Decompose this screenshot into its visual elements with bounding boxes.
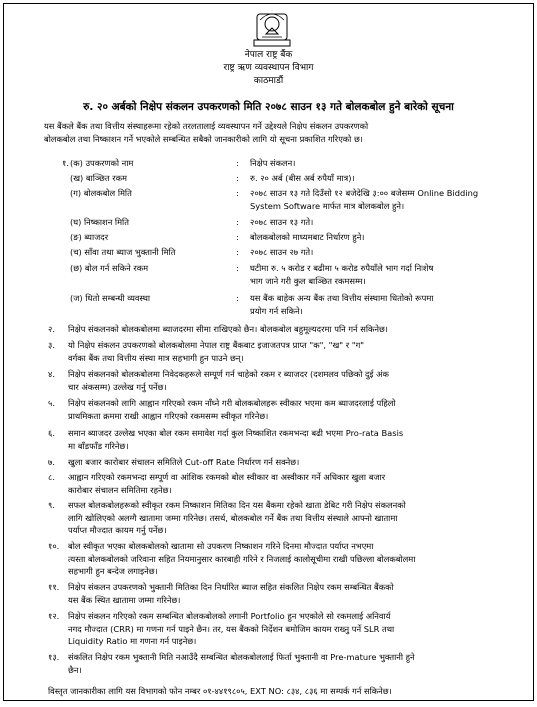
- item-line: संकलित निक्षेप रकम भुक्तानी मिति नआउँदै सम्बन्धित बोलकबोललाई फिर्ता भुक्तानी वा Pre-mature भुक्तानी हुने: [68, 652, 415, 662]
- section1-label: (ख) बाञ्छित रकम: [70, 173, 127, 183]
- item-text: [68, 368, 520, 393]
- notice-item: [4, 499, 533, 537]
- colon: :: [236, 173, 239, 183]
- value-line: प्रयोग गर्न सकिने।: [250, 305, 303, 316]
- contact-footer: विस्तृत जानकारीका लागि यस विभागको फोन नम्बर ०१-४४१९८०५, EXT NO: ८३४, ८३६ मा सम्पर्क गर्न सकिनेछ।: [48, 686, 392, 696]
- item-number: ५.: [48, 398, 55, 408]
- item-number: ६.: [48, 428, 55, 438]
- item-line: Liquidity Ratio मा गणना गर्न पाइनेछ।: [68, 636, 197, 646]
- section1-row: [4, 172, 533, 185]
- notice-item: [4, 651, 533, 677]
- item-number: ९.: [48, 500, 55, 510]
- item-text: [68, 397, 520, 422]
- item-line: वर्गका बैंक तथा वित्तीय संस्था मात्र सहभागी हुन पाउने छन्।: [68, 352, 244, 363]
- section1-row: [4, 231, 533, 244]
- item-line: निक्षेप संकलन गरिएको रकम सम्बन्धित बोलकबोलको लगानी Portfolio हुन भएकोले सो रकमलाई अनिवार्य: [68, 611, 391, 621]
- section1-value: [250, 216, 518, 229]
- section1-label: (ज) धितो सम्बन्धी व्यवस्था: [70, 293, 151, 303]
- item-number: १०.: [48, 541, 60, 551]
- item-line: छैन।: [68, 664, 82, 675]
- section1-value: [250, 187, 518, 212]
- item-line: समान ब्याजदर उल्लेख भएका बोल रकम समावेश गर्दा कुल निष्काशित रकमभन्दा बढी भएमा Pro-rata Basis: [68, 428, 404, 438]
- section1-row: [4, 262, 533, 288]
- value-line: रु. २० अर्ब (बीस अर्ब रुपैयाँ मात्र)।: [250, 173, 355, 183]
- section1-row: [4, 246, 533, 259]
- notice-item: [4, 323, 533, 336]
- section1-number: १.: [62, 158, 69, 168]
- department-name: राष्ट्र ऋण व्यवस्थापन विभाग: [223, 63, 314, 73]
- section1-row: [4, 157, 533, 170]
- item-line: निक्षेप संकलन उपकरणको भुक्तानी मितिका दिन निर्धारित ब्याज सहित संकलित निक्षेप रकम सम्बन्धित बैंकको: [68, 582, 394, 592]
- item-number: ४.: [48, 369, 55, 379]
- item-line: यो निक्षेप संकलन उपकरणको बोलकबोलमा नेपाल राष्ट्र बैंकबाट इजाजतपत्र प्राप्त "क", "ख" र "ग": [68, 340, 365, 350]
- section1-value: [250, 157, 518, 170]
- section1-label: (घ) निष्काशन मिति: [70, 217, 129, 227]
- notice-page: [3, 3, 534, 701]
- colon: :: [236, 247, 239, 257]
- section1-value: [250, 172, 518, 185]
- item-line: निक्षेप संकलनको बोलकबोलमा ब्याजदरमा सीमा राखिएको छैन। बोलकबोल बहुमूल्यदरमा पनि गर्न सकिनेछ।: [68, 324, 388, 334]
- item-line: खुला बजार कारोबार संचालन समितिले Cut-off Rate निर्धारण गर्न सक्नेछ।: [68, 457, 300, 467]
- item-line: त्यस्ता बोलकबोलको जरिवाना सहित नियमानुसार कारबाही गरिने र निजलाई कालोसूचीमा राखी पछिल्ला बोलकबोलमा: [68, 553, 416, 564]
- intro-paragraph: [44, 120, 514, 145]
- item-text: [68, 427, 520, 452]
- city-name: काठमाडौं: [253, 76, 284, 86]
- item-number: ११.: [48, 582, 60, 592]
- item-line: आह्वान गरिएको रकमभन्दा सम्पूर्ण वा आंशिक रकमको बोल स्वीकार वा अस्वीकार गर्ने अधिकार खुला बजार: [68, 472, 386, 482]
- colon: :: [236, 188, 239, 198]
- item-number: ८.: [48, 472, 55, 482]
- colon: :: [236, 158, 239, 168]
- item-text: [68, 471, 520, 496]
- item-line: लागि खोलिएको अलग्गै खातामा जम्मा गरिनेछ। तसर्थ, बोलकबोल गर्ने बैंक तथा वित्तीय संस्थाले आफ्नो खातामा: [68, 512, 398, 523]
- nrb-seal-logo: [252, 10, 292, 48]
- item-number: ३.: [48, 340, 55, 350]
- section1-row: [4, 187, 533, 213]
- item-line: चार अंकसम्म) उल्लेख गर्नु पर्नेछ।: [68, 381, 167, 392]
- item-line: निक्षेप संकलनको लागि आह्वान गरिएको रकम नाँघ्ने गरी बोलकबोलहरू स्वीकार भएमा कम ब्याजदरलाई पहिलो: [68, 398, 396, 408]
- item-text: [68, 339, 520, 364]
- org-name: नेपाल राष्ट्र बैंक: [244, 50, 293, 60]
- item-text: [68, 456, 520, 469]
- value-line: भाग जाने गरी कुल बाञ्छित रकमसम्म।: [250, 275, 366, 286]
- item-line: सफल बोलकबोलहरूको स्वीकृत रकम निष्काशन मितिका दिन यस बैंकमा रहेको खाता डेबिट गरी निक्षेप संकलनको: [68, 500, 406, 510]
- intro-line: बोलकबोल तथा निष्काशन गर्ने भएकोले सम्बन्धित सबैको जानकारीको लागि यो सूचना प्रकाशित गरिएको छ।: [44, 133, 363, 144]
- item-line: प्राथमिकता क्रममा राखी आह्वान गरिएको रकमसम्म स्वीकृत गरिनेछ।: [68, 410, 269, 421]
- item-line: नगद मौज्दात (CRR) मा गणना गर्न पाइने छैन। तर, यस बैंकको निर्देशन बमोजिम कायम राख्नु पर्ने SLR तथा: [68, 623, 395, 634]
- item-number: २.: [48, 324, 55, 334]
- notice-item: [4, 610, 533, 648]
- value-line: बोलकबोलको माध्यमबाट निर्धारण हुने।: [250, 232, 365, 242]
- intro-line: यस बैंकले बैंक तथा वित्तीय संस्थाहरूमा रहेको तरलतालाई व्यवस्थापन गर्ने उद्देश्यले निक्षेप संकलन उपकरणको: [44, 121, 369, 131]
- notice-item: [4, 540, 533, 578]
- value-line: २०७८ साउन १३ गते।: [250, 217, 314, 227]
- notice-title: रु. २० अर्बको निक्षेप संकलन उपकरणको मिति २०७८ साउन १३ गते बोलकबोल हुने बारेको सूचना: [83, 101, 454, 113]
- colon: :: [236, 232, 239, 242]
- value-line: २०७८ साउन २७ गते।: [250, 247, 314, 257]
- section1-row: [4, 216, 533, 229]
- value-line: घटीमा रु. ५ करोड र बढीमा ५ करोड रुपैयाँले भाग गर्दा निःशेष: [250, 263, 434, 273]
- notice-item: [4, 471, 533, 497]
- value-line: २०७८ साउन १३ गते दिउँसो १२ बजेदेखि ३:०० बजेसम्म Online Bidding: [250, 188, 479, 198]
- notice-item: [4, 397, 533, 423]
- colon: :: [236, 217, 239, 227]
- section1-label: (ग) बोलकबोल मिति: [70, 188, 132, 198]
- value-line: यस बैंक बाहेक अन्य बैंक तथा वित्तीय संस्थामा धितोको रूपमा: [250, 293, 434, 303]
- item-line: सहभागी हुन बन्देज लगाइनेछ।: [68, 566, 158, 576]
- section1-value: [250, 246, 518, 259]
- item-line: निक्षेप संकलनको बोलकबोलमा निवेदकहरूले सम्पूर्ण गर्न चाहेको रकम र ब्याजदर (दशमलव पछिको दुई अंक: [68, 369, 389, 379]
- item-text: [68, 540, 520, 578]
- section1-label: (च) साँवा तथा ब्याज भुक्तानी मिति: [70, 247, 176, 257]
- item-line: मा बाँडफाँड गरिनेछ।: [68, 440, 129, 451]
- section1-row: [4, 292, 533, 318]
- section1-label: (क) उपकरणको नाम: [70, 158, 134, 168]
- item-line: पर्याप्त मौज्दात कायम गर्नु पर्नेछ।: [68, 525, 167, 535]
- item-number: १३.: [48, 652, 60, 662]
- item-line: कारोबार संचालन समितिमा रहनेछ।: [68, 484, 172, 495]
- notice-item: [4, 456, 533, 469]
- section1-label: (ङ) ब्याजदर: [70, 232, 109, 242]
- notice-item: [4, 427, 533, 453]
- section1-label: (छ) बोल गर्न सकिने रकम: [70, 263, 149, 273]
- item-text: [68, 651, 520, 676]
- colon: :: [236, 263, 239, 273]
- value-line: निक्षेप संकलन।: [250, 158, 296, 168]
- item-line: यस बैंक स्थित खातामा जम्मा गरिनेछ।: [68, 594, 181, 605]
- item-text: [68, 581, 520, 606]
- value-line: System Software मार्फत मात्र बोलकबोल हुने।: [250, 200, 405, 211]
- section1-value: [250, 231, 518, 244]
- item-text: [68, 610, 520, 648]
- notice-item: [4, 368, 533, 394]
- item-text: [68, 499, 520, 537]
- item-number: १२.: [48, 611, 60, 621]
- notice-item: [4, 581, 533, 607]
- item-number: ७.: [48, 457, 55, 467]
- item-text: [68, 323, 520, 336]
- notice-item: [4, 339, 533, 365]
- colon: :: [236, 293, 239, 303]
- section1-value: [250, 262, 518, 287]
- section1-value: [250, 292, 518, 317]
- item-line: बोल स्वीकृत भएका बोलकबोलको खातामा सो उपकरण निष्काशन गरिने दिनमा मौज्दात पर्याप्त नभएमा: [68, 541, 374, 551]
